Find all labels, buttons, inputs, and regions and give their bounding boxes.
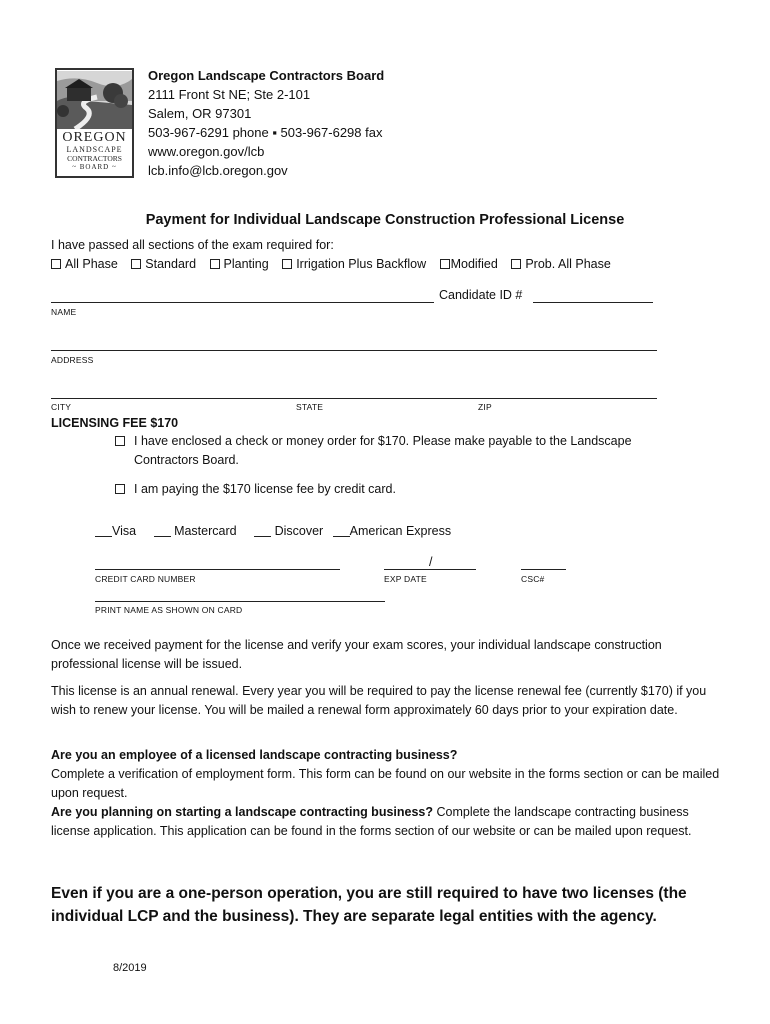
- name-label: NAME: [51, 307, 77, 317]
- business-question: Are you planning on starting a landscape contracting business?: [51, 805, 434, 819]
- exam-option-all-phase[interactable]: [51, 255, 118, 274]
- candidate-id-field[interactable]: [533, 302, 653, 303]
- card-type-mastercard[interactable]: [154, 524, 237, 538]
- card-type-amex[interactable]: [333, 524, 451, 538]
- employee-question: Are you an employee of a licensed landscape contracting business?: [51, 748, 458, 762]
- pay-check-text-cont: Contractors Board.: [134, 453, 239, 467]
- contact-block: [148, 66, 548, 180]
- checkbox[interactable]: [51, 259, 61, 269]
- card-type-label: Visa: [112, 524, 137, 538]
- exam-option-irrigation[interactable]: [282, 255, 426, 274]
- card-type-label: Discover: [274, 524, 324, 538]
- address-field[interactable]: [51, 350, 657, 351]
- website-link[interactable]: www.oregon.gov/lcb: [148, 144, 265, 159]
- logo-line-oregon: OREGON: [62, 130, 127, 145]
- pay-by-card-option[interactable]: [115, 480, 715, 499]
- exam-option-label: All Phase: [65, 257, 118, 271]
- revision-date: 8/2019: [113, 962, 147, 974]
- exam-option-planting[interactable]: [210, 255, 269, 274]
- candidate-id-label: Candidate ID #: [439, 288, 523, 302]
- card-type-label: Mastercard: [174, 524, 237, 538]
- exam-option-label: Modified: [450, 257, 498, 271]
- exam-option-label: Irrigation Plus Backflow: [296, 257, 427, 271]
- business-section: [51, 803, 731, 841]
- phone-fax: 503-967-6291 phone ▪ 503-967-6298 fax: [148, 125, 383, 140]
- fee-heading: LICENSING FEE $170: [51, 416, 179, 430]
- exp-date-label: EXP DATE: [384, 574, 427, 584]
- city-state-zip-field[interactable]: [51, 398, 657, 399]
- card-types: [95, 522, 451, 541]
- exam-option-label: Standard: [145, 257, 197, 271]
- landscape-illustration: [57, 71, 132, 129]
- logo-line-landscape: LANDSCAPE: [66, 145, 123, 154]
- state-label: STATE: [296, 402, 324, 412]
- form-title: Payment for Individual Landscape Construction Professional License: [145, 212, 625, 228]
- two-licenses-notice: Even if you are a one-person operation, you are still required to have two licenses (the individual LCP and the business). They are separate legal entities with the agency.: [51, 885, 687, 925]
- issuance-paragraph: Once we received payment for the license and verify your exam scores, your individual landscape construction professional license will be issued.: [51, 638, 662, 671]
- exam-option-prob-all-phase[interactable]: [511, 255, 610, 274]
- exam-option-label: Prob. All Phase: [525, 257, 611, 271]
- street-address: 2111 Front St NE; Ste 2-101: [148, 87, 311, 102]
- name-field[interactable]: [51, 302, 434, 303]
- address-label: ADDRESS: [51, 355, 94, 365]
- checkbox[interactable]: [115, 436, 125, 446]
- checkbox[interactable]: [115, 484, 125, 494]
- exam-prompt: I have passed all sections of the exam required for:: [51, 238, 334, 252]
- card-type-visa[interactable]: [95, 524, 136, 538]
- print-name-label: PRINT NAME AS SHOWN ON CARD: [95, 605, 243, 615]
- city-address: Salem, OR 97301: [148, 106, 252, 121]
- csc-field[interactable]: [521, 569, 566, 570]
- checkbox[interactable]: [511, 259, 521, 269]
- board-logo: [55, 68, 134, 178]
- pay-by-check-option[interactable]: [115, 432, 715, 451]
- pay-card-text: I am paying the $170 license fee by credit card.: [134, 482, 396, 496]
- employee-section: [51, 746, 731, 841]
- exam-option-label: Planting: [223, 257, 269, 271]
- logo-text: [57, 131, 132, 172]
- business-answer: Complete the landscape contracting business license application. This application can be found in the forms section of our website or can be mailed upon request.: [51, 805, 692, 838]
- city-label: CITY: [51, 402, 72, 412]
- logo-line-board-wrap: ~ BOARD ~: [72, 163, 117, 171]
- logo-line-board: BOARD: [79, 163, 110, 171]
- checkbox[interactable]: [210, 259, 220, 269]
- checkbox[interactable]: [282, 259, 292, 269]
- org-name: Oregon Landscape Contractors Board: [148, 68, 385, 83]
- card-number-field[interactable]: [95, 569, 340, 570]
- csc-label: CSC#: [521, 574, 545, 584]
- pay-check-text: I have enclosed a check or money order for $170. Please make payable to the Landscape: [134, 434, 632, 448]
- email-link[interactable]: lcb.info@lcb.oregon.gov: [148, 163, 288, 178]
- zip-label: ZIP: [478, 402, 492, 412]
- exam-option-standard[interactable]: [131, 255, 196, 274]
- checkbox[interactable]: [440, 259, 450, 269]
- employee-answer: Complete a verification of employment form. This form can be found on our website in the forms section or can be mailed upon request.: [51, 767, 720, 800]
- checkbox[interactable]: [131, 259, 141, 269]
- card-type-discover[interactable]: [254, 524, 323, 538]
- card-number-label: CREDIT CARD NUMBER: [95, 574, 196, 584]
- exam-options: [51, 255, 621, 274]
- card-type-label: American Express: [349, 524, 452, 538]
- exp-slash: /: [429, 555, 433, 569]
- logo-line-contractors: CONTRACTORS: [67, 154, 122, 163]
- exam-option-modified[interactable]: [440, 255, 498, 274]
- print-name-field[interactable]: [95, 601, 385, 602]
- renewal-paragraph: This license is an annual renewal. Every year you will be required to pay the license renewal fee (currently $170) if you wish to renew your license. You will be mailed a renewal form approximately 60 days prior to your expiration date.: [51, 684, 707, 717]
